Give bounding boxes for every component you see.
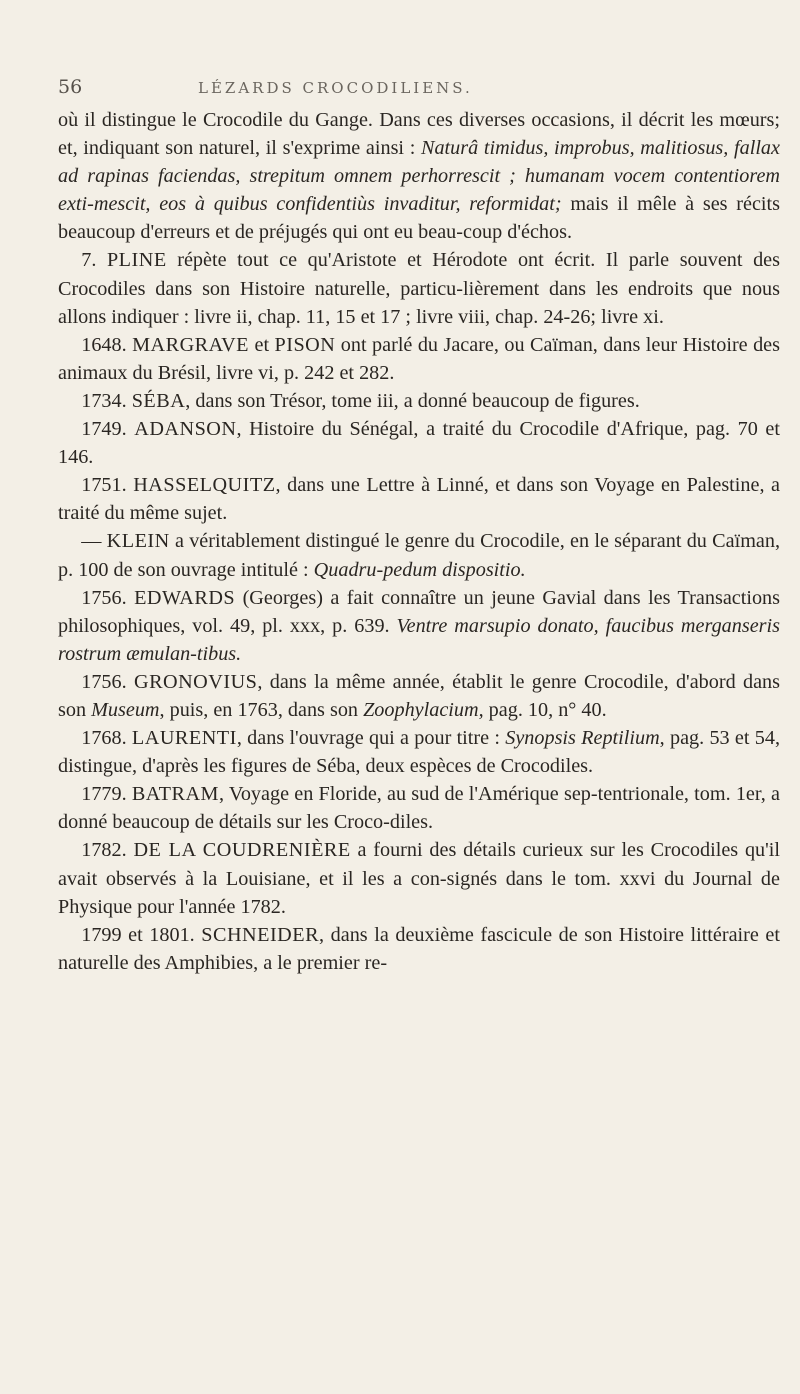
author-name: DE LA COUDRENIÈRE — [133, 839, 351, 862]
text-run: , dans la même année, établit le genre Crocodile, d'abord dans son — [58, 670, 781, 721]
paragraph — [58, 471, 780, 527]
text-run: 1648. — [81, 333, 133, 356]
text-run: , pag. 53 et 54, distingue, d'après les figures de Séba, deux espèces de Crocodiles. — [58, 727, 781, 778]
text-run: , Histoire du Sénégal, a traité du Crocodile d'Afrique, pag. 70 et 146. — [58, 418, 780, 469]
text-run: 7. — [81, 249, 107, 272]
paragraph — [58, 724, 780, 780]
text-run: 1734. — [81, 389, 132, 412]
latin-quote: Museum — [91, 698, 160, 721]
running-title: LÉZARDS CROCODILIENS. — [198, 79, 473, 97]
text-run: et — [249, 333, 275, 356]
text-run: , dans l'ouvrage qui a pour titre : — [236, 727, 506, 750]
text-run: 1756. — [81, 670, 134, 693]
text-run: 1756. — [81, 586, 135, 609]
text-run: , dans une Lettre à Linné, et dans son Voyage en Palestine, a traité du même sujet. — [58, 474, 781, 525]
text-run: , dans la deuxième fascicule de son Histoire littéraire et naturelle des Amphibies, a le premier re- — [58, 923, 780, 974]
text-run: répète tout ce qu'Aristote et Hérodote ont écrit. Il parle souvent des Crocodiles dans son Histoire naturelle, particu-lièrement dans les endroits que nous allons indiquer : livre ii, chap. 11, 15 et 17 ; livre viii, chap. 24-26; livre xi. — [58, 249, 781, 328]
author-name: ADANSON — [134, 418, 237, 441]
paragraph — [58, 106, 780, 246]
latin-quote: Ventre marsupio donato, faucibus merganseris rostrum æmulan-tibus. — [58, 614, 780, 665]
text-run: 1779. — [81, 783, 132, 806]
paragraph — [58, 780, 780, 836]
paragraph — [58, 246, 780, 330]
body-text — [58, 106, 780, 977]
text-run: , Voyage en Floride, au sud de l'Amérique sep-tentrionale, tom. 1er, a donné beaucoup de détails sur les Croco-diles. — [58, 783, 780, 834]
text-run: 1799 et 1801. — [81, 923, 202, 946]
text-run: a véritablement distingué le genre du Crocodile, en le séparant du Caïman, p. 100 de son ouvrage intitulé : — [58, 530, 780, 581]
author-name: BATRAM — [131, 783, 219, 806]
text-run: — — [81, 530, 107, 553]
latin-quote: Synopsis Reptilium — [505, 727, 660, 750]
text-run: a fourni des détails curieux sur les Crocodiles qu'il avait observés à la Louisiane, et il les a con-signés dans le tom. xxvi du Journal de Physique pour l'année 1782. — [58, 839, 780, 918]
page-header — [58, 70, 780, 100]
text-run: ont parlé du Jacare, ou Caïman, dans leur Histoire des animaux du Brésil, livre vi, p. 242 et 282. — [58, 333, 780, 384]
book-page — [58, 70, 780, 1370]
author-name: LAURENTI — [131, 727, 237, 750]
author-name: HASSELQUITZ — [133, 474, 276, 497]
text-run: mais il mêle à ses récits beaucoup d'erreurs et de préjugés qui ont eu beau-coup d'échos. — [58, 193, 780, 244]
text-run: 1782. — [81, 839, 134, 862]
author-name: SCHNEIDER — [201, 923, 320, 946]
paragraph — [58, 387, 780, 415]
latin-quote: Naturâ timidus, improbus, malitiosus, fallax ad rapinas faciendas, strepitum omnem perhorrescit ; humanam vocem contentiorem exti-mescit, eos à quibus confidentiùs invaditur, reformidat; — [58, 137, 780, 216]
paragraph — [58, 527, 780, 583]
paragraph — [58, 921, 780, 977]
page-number: 56 — [58, 76, 83, 98]
paragraph — [58, 584, 780, 668]
text-run: 1749. — [81, 418, 135, 441]
author-name: PISON — [274, 333, 336, 356]
author-name: SÉBA — [131, 389, 186, 412]
paragraph — [58, 668, 780, 724]
author-name: GRONOVIUS — [133, 670, 258, 693]
text-run: , puis, en 1763, dans son — [159, 698, 364, 721]
paragraph — [58, 331, 780, 387]
latin-quote: Zoophylacium, — [363, 698, 484, 721]
text-run: (Georges) a fait connaître un jeune Gavial dans les Transactions philosophiques, vol. 49, pl. xxx, p. 639. — [58, 586, 780, 637]
text-run: , dans son Trésor, tome iii, a donné beaucoup de figures. — [185, 389, 640, 412]
latin-quote: Quadru-pedum dispositio. — [313, 558, 526, 581]
text-run: pag. 10, n° 40. — [483, 698, 607, 721]
author-name: EDWARDS — [134, 586, 236, 609]
author-name: MARGRAVE — [132, 333, 250, 356]
text-run: 1751. — [81, 474, 134, 497]
text-run: où il distingue le Crocodile du Gange. Dans ces diverses occasions, il décrit les mœurs; et, indiquant son naturel, il s'exprime ainsi : — [58, 109, 780, 160]
paragraph — [58, 415, 780, 471]
text-run: 1768. — [81, 727, 132, 750]
paragraph — [58, 836, 780, 920]
author-name: KLEIN — [106, 530, 170, 553]
author-name: PLINE — [106, 249, 167, 272]
